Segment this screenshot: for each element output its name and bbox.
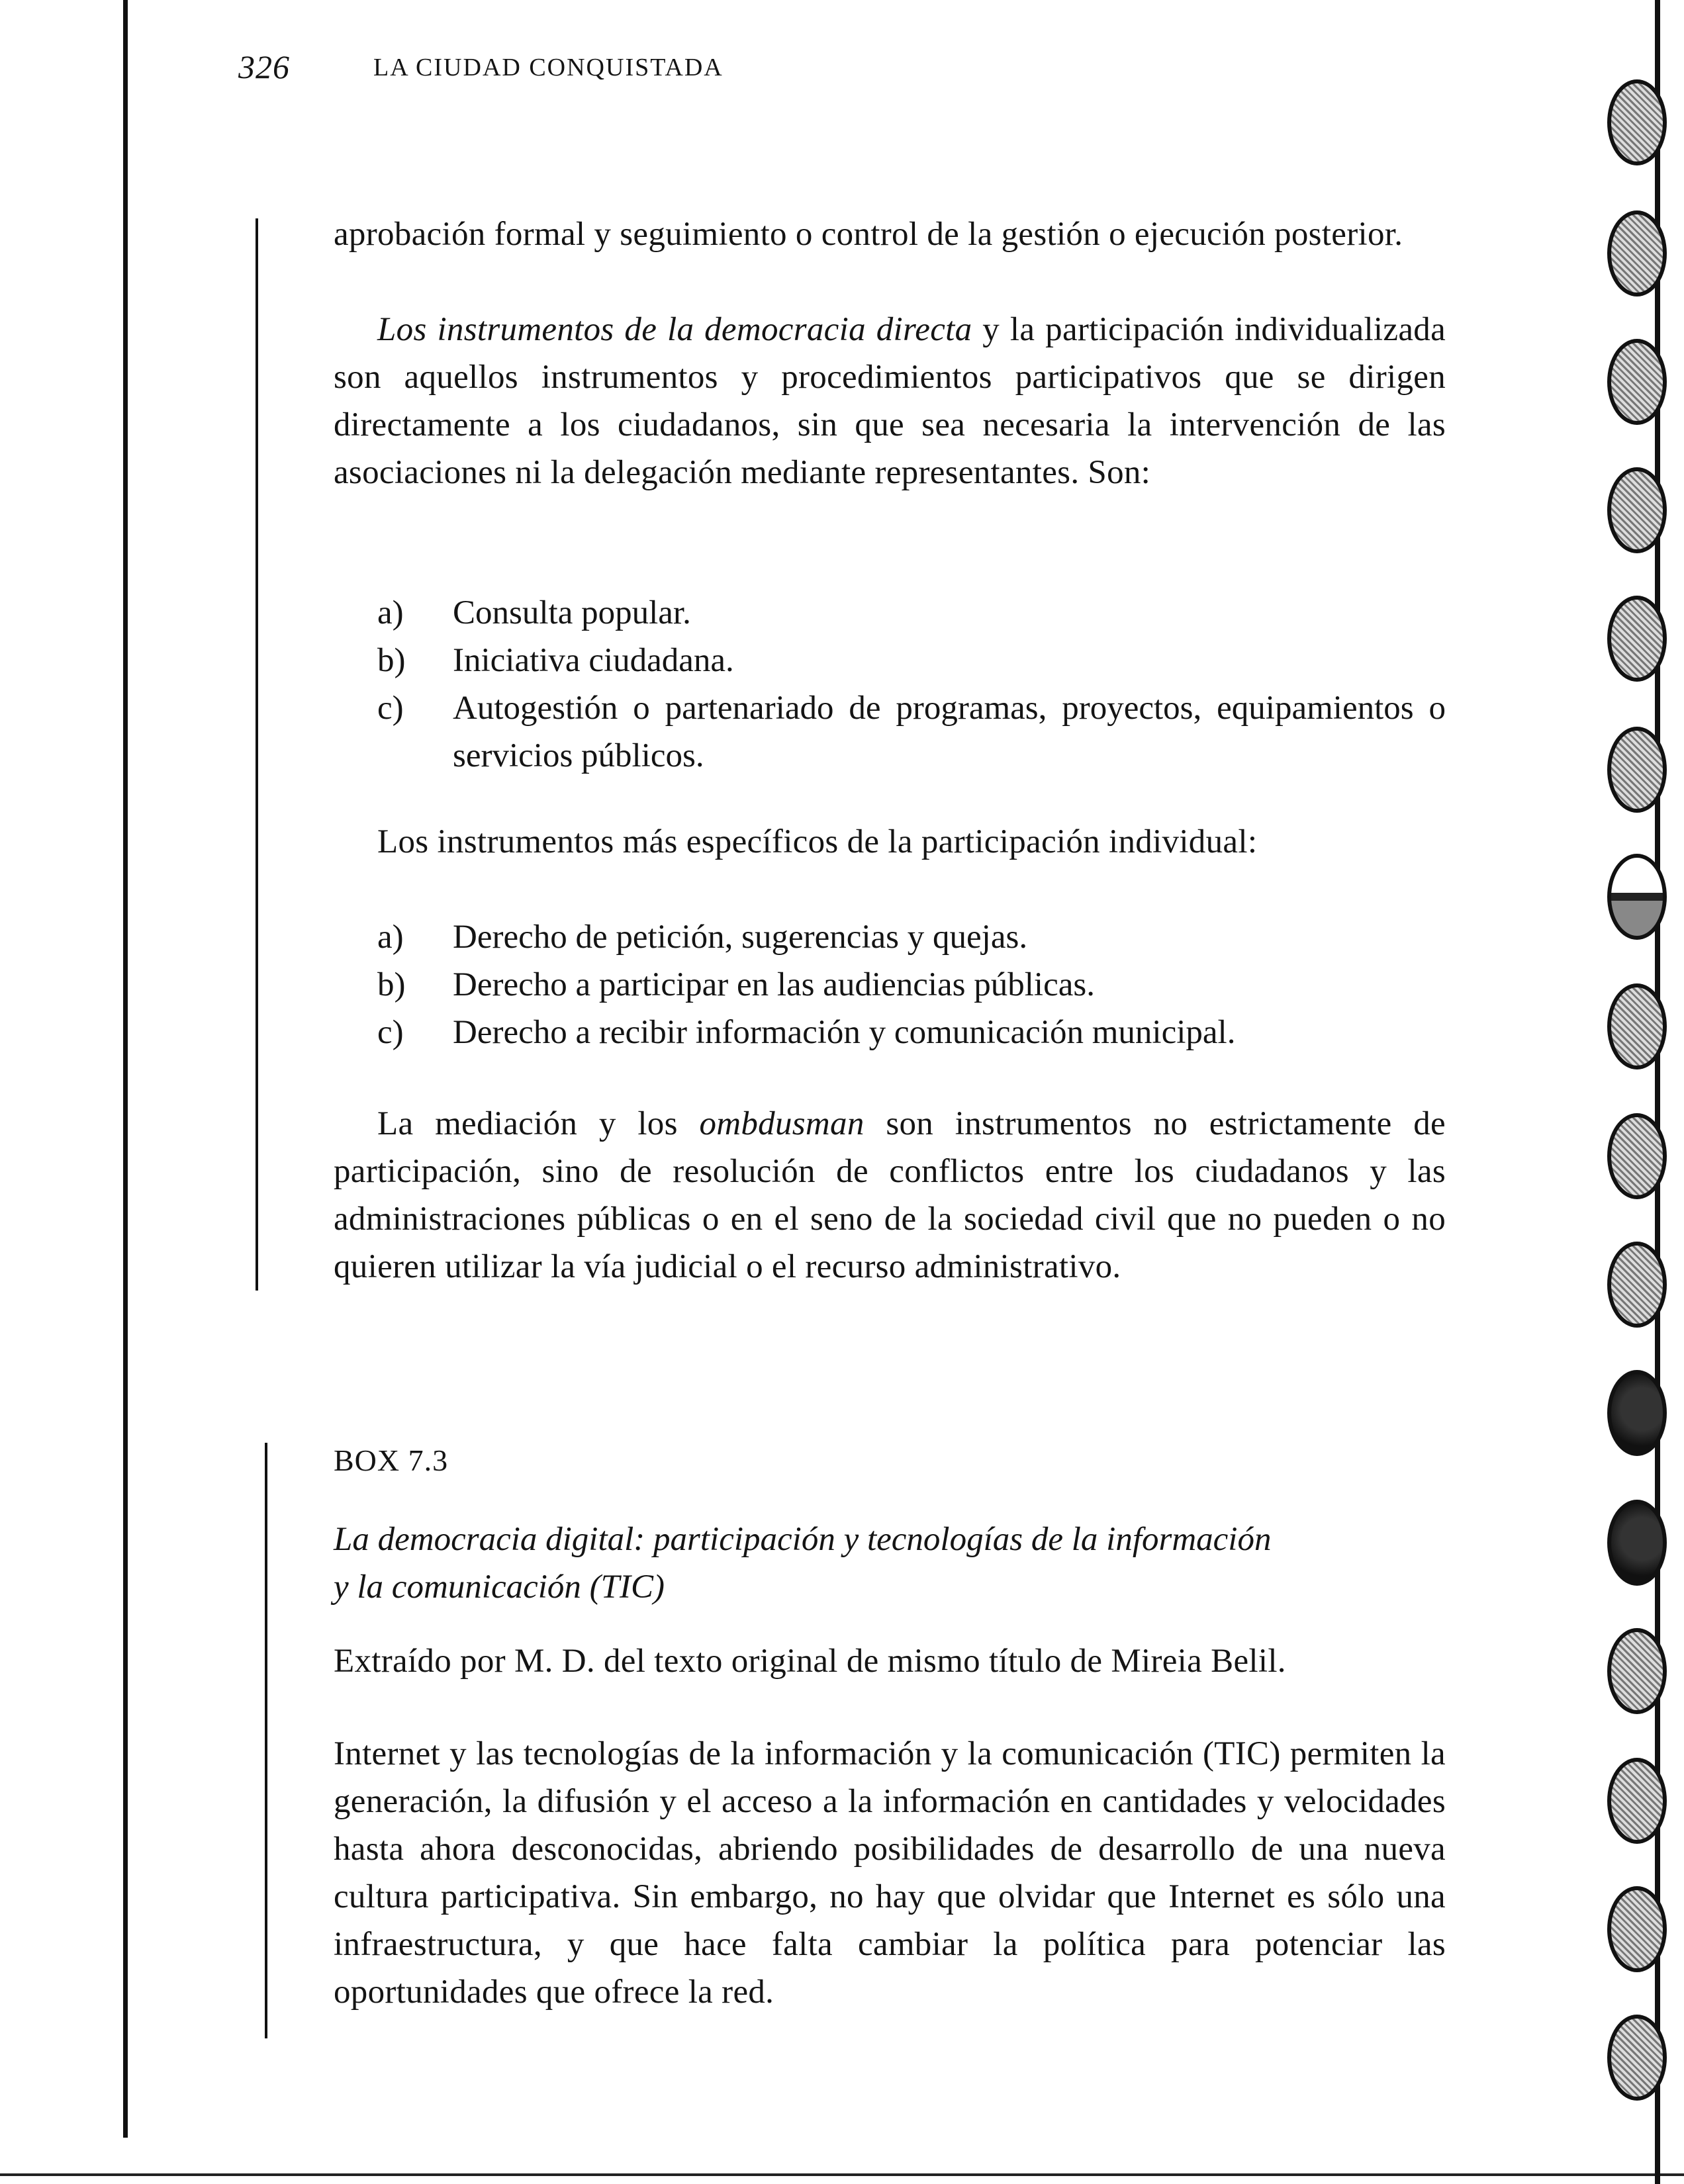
list-marker: b) — [377, 642, 406, 679]
box-body: Internet y las tecnologías de la información y la comunicación (TIC) permiten la generación, la difusión y el acceso a la información en cantidades y velocidades hasta ahora desconocidas, abriendo posibilidades de desarrollo de una nueva cultura participativa. Sin embargo, no hay que olvidar que Internet es sólo una infraestructura, y que hace falta cambiar la política para potenciar las oportunidades que ofrece la red. — [334, 1735, 1446, 2011]
list-item-text: Autogestión o partenariado de programas, proyectos, equipamientos o servicios públicos. — [453, 690, 1446, 774]
binder-rings — [1602, 0, 1684, 2184]
running-head: LA CIUDAD CONQUISTADA — [373, 54, 724, 81]
list-marker: c) — [377, 690, 404, 727]
binder-ring-icon — [1607, 1758, 1667, 1844]
scan-edge-bottom — [0, 2173, 1684, 2176]
paragraph-text: son instrumentos no estrictamente de participación, sino de resolución de conflictos entre los ciudadanos y las administraciones públicas o en el seno de la sociedad civil que no pueden o no quieren utilizar la vía judicial o el recurso administrativo. — [334, 1105, 1446, 1285]
list-item — [334, 913, 1446, 961]
box-title-line: y la comunicación (TIC) — [334, 1569, 665, 1606]
list-marker: b) — [377, 966, 406, 1003]
paragraph-direct-democracy — [334, 306, 1446, 496]
binder-ring-icon — [1607, 79, 1667, 165]
list-item-text: Iniciativa ciudadana. — [453, 642, 734, 679]
list-item — [334, 1009, 1446, 1056]
binder-ring-icon — [1607, 983, 1667, 1069]
box-credit: Extraído por M. D. del texto original de mismo título de Mireia Belil. — [334, 1643, 1286, 1680]
list-marker: a) — [377, 919, 404, 956]
binder-ring-icon — [1607, 1628, 1667, 1714]
binder-ring-icon — [1607, 1500, 1667, 1586]
paragraph-individual-instruments: Los instrumentos más específicos de la participación individual: — [377, 823, 1258, 860]
list-item — [334, 637, 1446, 684]
binder-ring-icon — [1607, 596, 1667, 682]
list-item-text: Consulta popular. — [453, 594, 691, 631]
paragraph-text: y la participación individualizada son aquellos instrumentos y procedimientos participativos que se dirigen directamente a los ciudadanos, sin que sea necesaria la intervención de las asociaciones ni la delegación mediante representantes. Son: — [334, 311, 1446, 491]
binder-ring-icon — [1607, 467, 1667, 553]
list-marker: a) — [377, 594, 404, 631]
box-title-line: La democracia digital: participación y tecnologías de la información — [334, 1521, 1272, 1558]
direct-democracy-list — [334, 589, 1446, 780]
binder-ring-icon — [1607, 339, 1667, 425]
scan-edge-left — [123, 0, 128, 2138]
box-label: BOX 7.3 — [334, 1443, 449, 1477]
margin-rule-lower — [265, 1443, 267, 2038]
margin-rule-upper — [256, 218, 258, 1291]
paragraph-mediation — [334, 1100, 1446, 1291]
binder-ring-icon — [1607, 727, 1667, 813]
binder-ring-icon — [1607, 854, 1667, 940]
binder-spine — [1655, 0, 1660, 2184]
binder-ring-icon — [1607, 1242, 1667, 1328]
italic-term: Los instrumentos de la democracia directa — [377, 311, 972, 348]
page-number: 326 — [238, 48, 290, 85]
list-item — [334, 589, 1446, 637]
paragraph-continuation: aprobación formal y seguimiento o control de la gestión o ejecución posterior. — [334, 216, 1403, 253]
box-title — [334, 1516, 1459, 1611]
binder-ring-icon — [1607, 1370, 1667, 1456]
italic-term: ombdusman — [699, 1105, 865, 1142]
binder-ring-icon — [1607, 1886, 1667, 1972]
list-item — [334, 684, 1446, 780]
binder-ring-icon — [1607, 1113, 1667, 1199]
list-item-text: Derecho a recibir información y comunicación municipal. — [453, 1014, 1236, 1051]
binder-ring-icon — [1607, 210, 1667, 296]
list-item-text: Derecho de petición, sugerencias y quejas. — [453, 919, 1028, 956]
list-marker: c) — [377, 1014, 404, 1051]
paragraph-text: La mediación y los — [377, 1105, 700, 1142]
list-item — [334, 961, 1446, 1009]
list-item-text: Derecho a participar en las audiencias públicas. — [453, 966, 1095, 1003]
individual-participation-list — [334, 913, 1446, 1056]
binder-ring-icon — [1607, 2015, 1667, 2101]
